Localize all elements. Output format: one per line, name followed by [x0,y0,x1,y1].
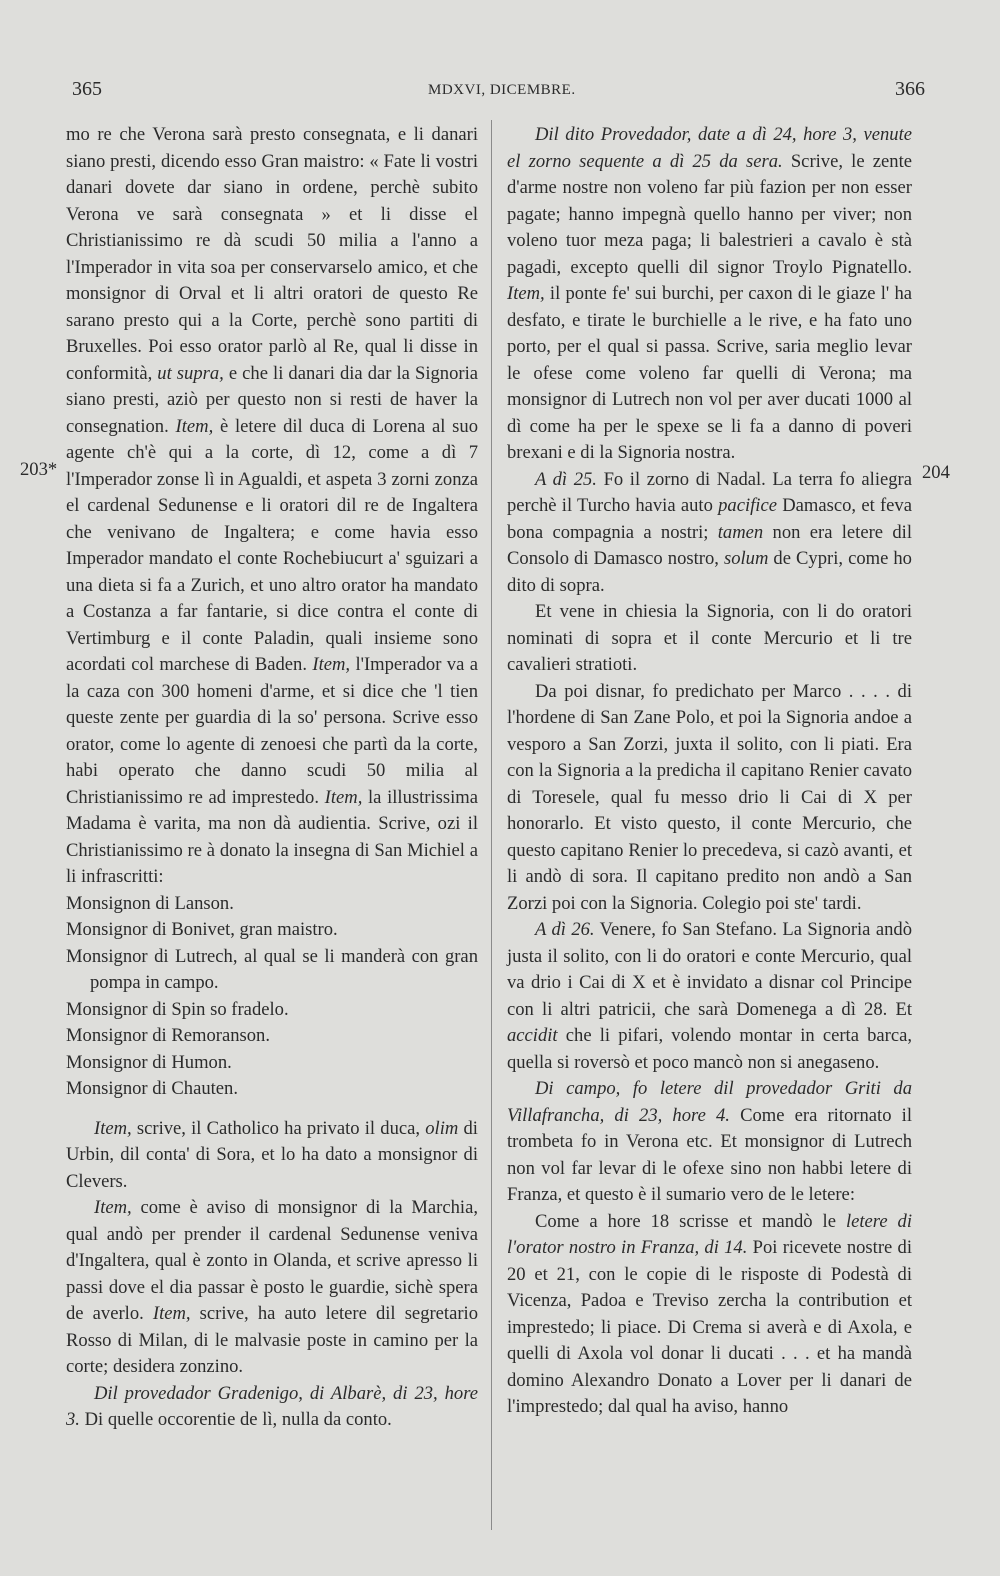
text-run: scrive, il Catholico ha privato il duca, [131,1117,426,1139]
text-run: come è aviso di monsignor di la Marchia, qual andò per prender il cardenal Sedunense veniva d'Ingaltera, qual è zonto in Olanda, et scrive apresso li passi dove el dia passar è posto le guardie, sichè spera de averlo. [66,1197,478,1324]
text-run: de Cypri, come ho dito di sopra. [507,548,912,596]
italic-run: olim [425,1117,459,1139]
text-run: Poi ricevete nostre di 20 et 21, con le copie di le risposte di Podestà di Vicenza, Padoa e Treviso zercha la contribution et imprestedo; li piace. Di Crema si averà e di Axola, e quelli di Axola vol donar li ducati . . . et ha mandà domino Alexandro Donato a Lover per li danari de l'imprestedo; dal qual ha aviso, hanno [507,1237,912,1417]
page-number-left: 365 [72,78,102,100]
italic-run: Item, [324,786,363,808]
italic-run: Dil provedador Gradenigo, di Albarè, di 23, hore 3. [66,1382,478,1430]
italic-run: Item, [175,415,214,437]
text-run: la illustrissima Madama è varita, ma non dà audientia. Scrive, ozi il Christianissimo re à donato la insegna di San Michiel a li infrascritti: [66,786,478,887]
paragraph [66,122,478,891]
paragraph [507,122,912,467]
text-run: Scrive, le zente d'arme nostre non voleno far più fazion per non esser pagate; hanno impegnà quello hanno per viver; non voleno tuor meza paga; li balestrieri a cavalo è stà pagadi, excepto quelli dil signor Troylo Pignatello. [507,150,912,278]
paragraph [507,1209,912,1421]
text-run: è letere dil duca di Lorena al suo agente ch'è qui a la corte, dì 12, come a dì 7 l'Imperador zonse lì in Agualdi, et aspeta 3 zorni zonza el cardenal Sedunense e li oratori dil re de Ingaltera che venivano de Ingaltera; e come havia esso Imperador mandato el conte Rochebiucurt a' sguizari a una dieta si fa a Zurich, et uno altro orator ha mandato a Costanza a far fantarie, si dice contra el conte di Vertimburg e il conte Paladin, quali insieme sono acordati col marchese di Baden. [66,415,479,675]
text-run: e che li danari dia dar la Signoria siano presti, aziò per questo non si resti de haver la consegnation. [66,362,478,437]
column-divider [491,120,492,1530]
text-run: Di quelle occorentie de lì, nulla da conto. [79,1409,392,1430]
page-number-right: 366 [895,78,925,100]
italic-run: Dil dito Provedador, date a dì 24, hore 3, venute el zorno sequente a dì 25 da sera. [507,124,912,172]
text-run: che li pifari, volendo montar in certa barca, quella si roversò et poco mancò non si anegaseno. [507,1025,912,1073]
running-header [0,78,1000,108]
list-item: Monsignor di Humon. [66,1051,232,1073]
text-run: di Urbin, dil conta' di Sora, et lo ha dato a monsignor di Clevers. [66,1117,478,1192]
italic-run: Di campo, fo letere dil provedador Griti da Villafrancha, di 23, hore 4. [507,1078,912,1126]
text-run: Damasco, et feva bona compagnia a nostri; [507,495,912,543]
italic-run: A dì 26. [535,919,595,940]
text-run: Fo il zorno di Nadal. La terra fo aliegra perchè il Turcho havia auto [507,468,912,516]
paragraph [66,1116,478,1196]
italic-run: letere di l'orator nostro in Franza, di 14. [507,1210,912,1258]
italic-run: pacifice [718,495,777,516]
list-item: Monsignon di Lanson. [66,892,234,914]
italic-run: solum [723,548,769,569]
text-run: Come era ritornato il trombeta fo in Verona etc. Et monsignor di Lutrech non vol far levar di le ofexe sino non habbi letere di Franza, et questo è il sumario vero de le letere: [507,1104,912,1205]
italic-run: Item, [94,1197,132,1218]
list-item: Monsignor di Remoranson. [66,1025,271,1046]
italic-run: Item, [312,654,351,675]
italic-run: A dì 25. [535,468,597,490]
paragraph: Da poi disnar, fo predichato per Marco . . . . di l'hordene di San Zane Polo, et poi la Signoria andoe a vesporo a San Zorzi, juxta il solito, con li piati. Era con la Signoria a la predicha il capitano Renier cavato di Toresele, qual fu messo drio li Cai di X per honorarlo. Et visto questo, il conte Mercurio, che questo capitano Renier lo precedeva, si cazò avanti, et li andò di sora. Il capitano predito non andò a San Zorzi poi con la Signoria. Colegio poi ste' tardi. [507,680,912,914]
paragraph [507,917,912,1076]
paragraph: Et vene in chiesia la Signoria, con li do oratori nominati di sopra et il conte Mercurio et li tre cavalieri stratioti. [507,601,912,675]
paragraph [66,1381,478,1434]
list-item: Monsignor di Spin so fradelo. [66,998,289,1020]
text-run: Venere, fo San Stefano. La Signoria andò justa il solito, con li do oratori e conte Mercurio, qual va drio i Cai di X et è invidato a disnar col Principe con li altri patricii, che sarà Domenega a dì 28. Et [507,919,912,1020]
text-run: Come a hore 18 scrisse et mandò le [535,1210,846,1232]
paragraph [66,1195,478,1381]
text-run: non era letere dil Consolo di Damasco nostro, [507,521,912,569]
italic-run: ut supra, [157,362,224,384]
margin-number-left: 203* [20,459,58,480]
list-item: Monsignor di Lutrech, al qual se li manderà con gran pompa in campo. [66,945,478,993]
right-column [507,122,912,1421]
paragraph [507,1076,912,1209]
italic-run: tamen [717,521,764,543]
italic-run: accidit [507,1025,558,1046]
italic-run: Item, [94,1117,132,1139]
text-run: l'Imperador va a la caza con 300 homeni d'arme, et si dice che 'l tien queste zente per guardia di la so' persona. Scrive esso orator, come lo agente di zenoesi che partì da la corte, habi operato che danno scudi 50 milia al Christianissimo re ad imprestedo. [66,654,478,808]
italic-run: Item, [507,283,545,304]
text-run: mo re che Verona sarà presto consegnata, e li danari siano presti, dicendo esso Gran maistro: « Fate li vostri danari dovete dar siano in ordene, perchè subito Verona ve sarà consegnata » et li disse el Christianissimo re dà scudi 50 milia a l'anno a l'Imperador in vita soa per conservarselo amico, et che monsignor di Orval et li altri oratori de questo Re sarano presto qui a la Corte, perchè sono partiti di Bruxelles. Poi esso orator parlò al Re, qual li disse in conformità, [66,124,478,384]
text-run: il ponte fe' sui burchi, per caxon di le giaze l' ha desfato, e tirate le burchielle a le rive, e ha fato uno porto, per el qual si passa. Scrive, saria meglio levar le ofese come voleno far quelli di Verona; ma monsignor di Lutrech non vol per aver ducati 1000 al dì come ha per le spexe se li fa a danno di poveri brexani e di la Signoria nostra. [507,283,912,463]
text-run: scrive, ha auto letere dil segretario Rosso di Milan, di le malvasie poste in camino per la corte; desidera zonzino. [66,1303,479,1377]
running-title: MDXVI, DICEMBRE. [428,82,576,98]
list-item: Monsignor di Bonivet, gran maistro. [66,919,338,940]
paragraph [507,467,912,600]
italic-run: Item, [152,1303,191,1324]
margin-number-right: 204 [922,462,950,483]
left-column [66,122,478,1434]
list-item: Monsignor di Chauten. [66,1078,238,1099]
